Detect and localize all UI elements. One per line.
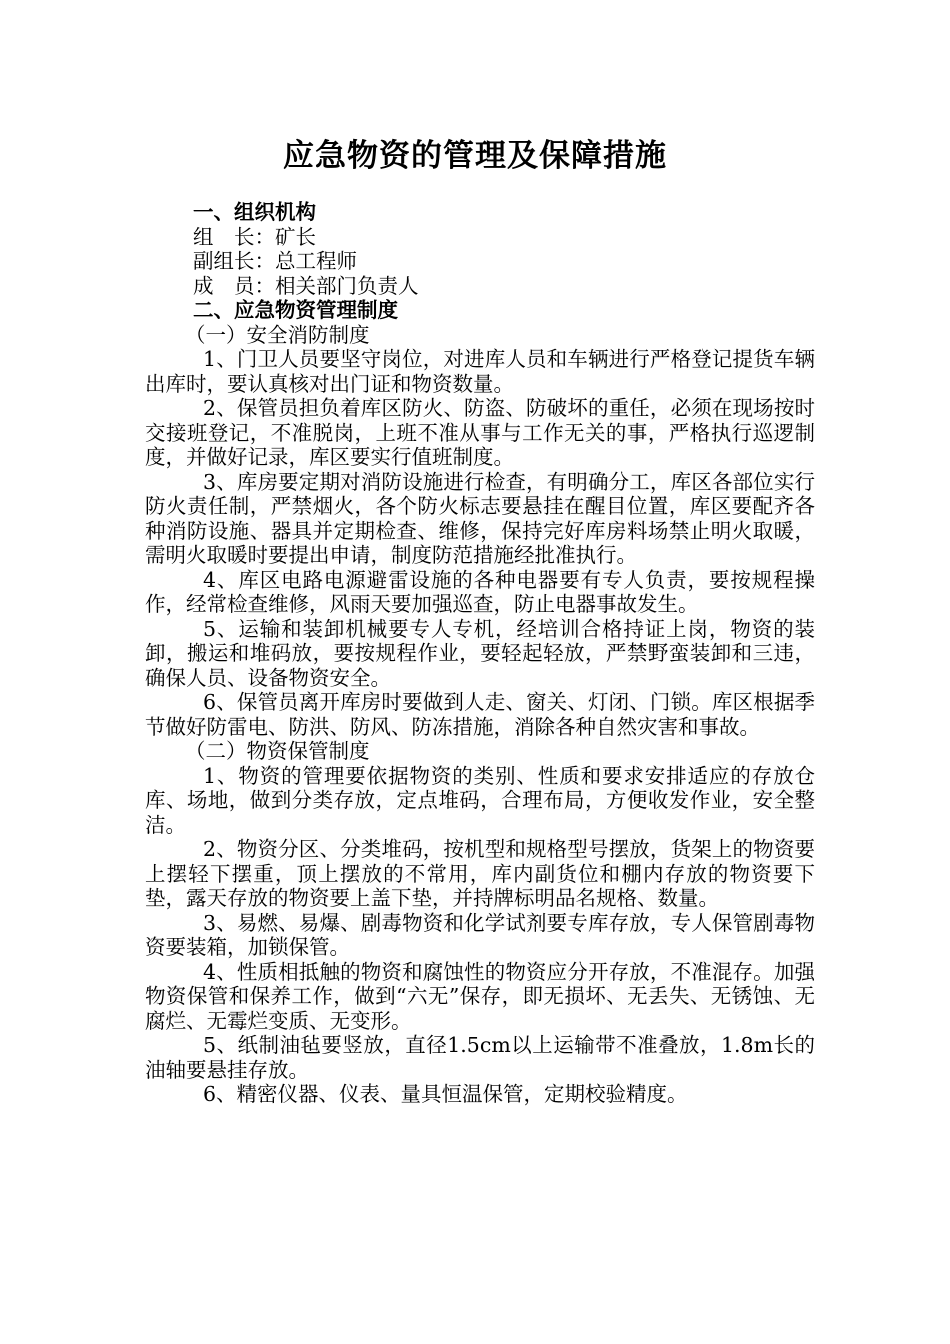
subsection-heading-storage: （二）物资保管制度 <box>185 739 370 763</box>
paragraph-fire-6: 6、保管员离开库房时要做到人走、窗关、灯闭、门锁。库区根据季节做好防雷电、防洪、防风、防冻措施，消除各种自然灾害和事故。 <box>145 690 815 739</box>
paragraph-storage-6: 6、精密仪器、仪表、量具恒温保管，定期校验精度。 <box>203 1082 688 1106</box>
paragraph-storage-2: 2、物资分区、分类堆码，按机型和规格型号摆放，货架上的物资要上摆轻下摆重，顶上摆放的不常用，库内副货位和棚内存放的物资要下垫，露天存放的物资要上盖下垫，并持牌标明品名规格、数量。 <box>145 837 815 910</box>
org-deputy-leader: 副组长：总工程师 <box>193 249 357 273</box>
section-heading-management: 二、应急物资管理制度 <box>193 298 398 322</box>
paragraph-fire-2: 2、保管员担负着库区防火、防盗、防破坏的重任，必须在现场按时交接班登记，不准脱岗，上班不准从事与工作无关的事，严格执行巡逻制度，并做好记录，库区要实行值班制度。 <box>145 396 815 469</box>
paragraph-fire-4: 4、库区电路电源避雷设施的各种电器要有专人负责，要按规程操作，经常检查维修，风雨天要加强巡查，防止电器事故发生。 <box>145 567 815 616</box>
paragraph-fire-5: 5、运输和装卸机械要专人专机，经培训合格持证上岗，物资的装卸，搬运和堆码放，要按规程作业，要轻起轻放，严禁野蛮装卸和三违，确保人员、设备物资安全。 <box>145 616 815 690</box>
paragraph-storage-5: 5、纸制油毡要竖放，直径1.5cm以上运输带不准叠放，1.8m长的油轴要悬挂存放。 <box>145 1033 815 1082</box>
section-heading-organization: 一、组织机构 <box>193 200 316 224</box>
org-leader: 组 长：矿长 <box>193 224 316 249</box>
subsection-heading-fire-safety: （一）安全消防制度 <box>185 322 370 347</box>
paragraph-storage-3: 3、易燃、易爆、剧毒物资和化学试剂要专库存放，专人保管剧毒物资要装箱，加锁保管。 <box>145 910 815 959</box>
document-title: 应急物资的管理及保障措施 <box>283 138 667 174</box>
document-body <box>145 200 815 1107</box>
paragraph-fire-3: 3、库房要定期对消防设施进行检查，有明确分工，库区各部位实行防火责任制，严禁烟火，各个防火标志要悬挂在醒目位置，库区要配齐各种消防设施、器具并定期检查、维修，保持完好库房料场禁止明火取暖，需明火取暖时要提出申请，制度防范措施经批准执行。 <box>145 469 815 567</box>
paragraph-storage-4: 4、性质相抵触的物资和腐蚀性的物资应分开存放，不准混存。加强物资保管和保养工作，做到“六无”保存，即无损坏、无丢失、无锈蚀、无腐烂、无霉烂变质、无变形。 <box>145 959 815 1033</box>
paragraph-fire-1: 1、门卫人员要坚守岗位，对进库人员和车辆进行严格登记提货车辆出库时，要认真核对出门证和物资数量。 <box>145 347 815 396</box>
paragraph-storage-1: 1、物资的管理要依据物资的类别、性质和要求安排适应的存放仓库、场地，做到分类存放，定点堆码，合理布局，方便收发作业，安全整洁。 <box>145 763 815 837</box>
org-members: 成 员：相关部门负责人 <box>193 273 419 298</box>
